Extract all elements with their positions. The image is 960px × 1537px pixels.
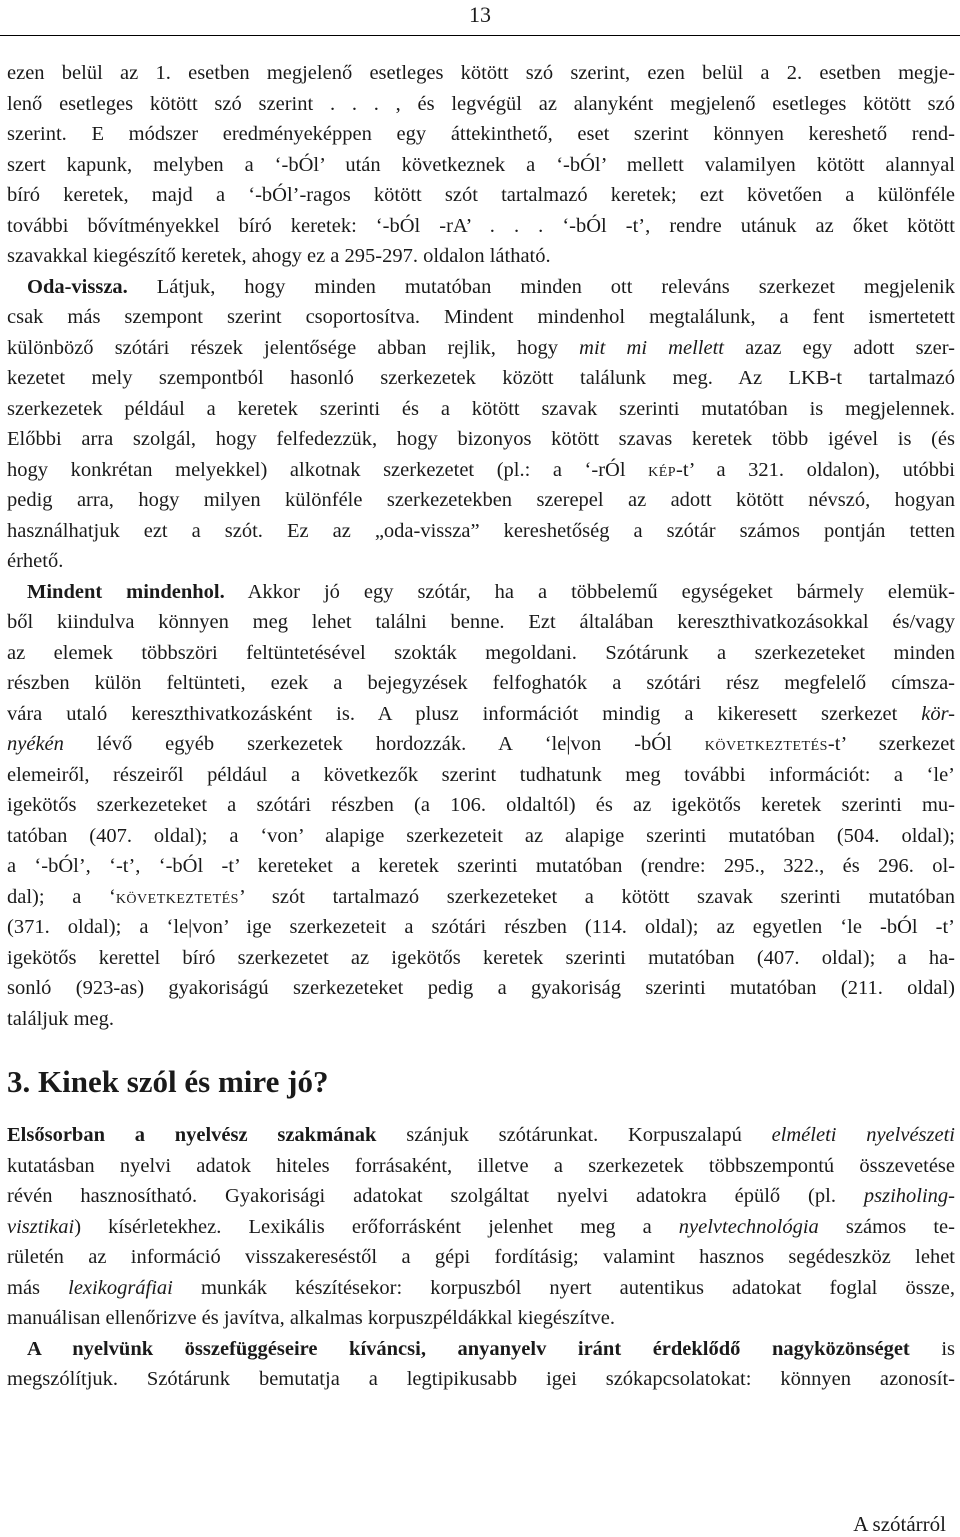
text-run: dal); a ‘ — [7, 885, 116, 908]
text-line: szerkezetek például a keretek szerinti és a kötött szavak szerinti mutatóban is megjelennek. — [7, 397, 955, 420]
text-line: Előbbi arra szolgál, hogy felfedezzük, hogy bizonyos kötött szavas keretek több igével is (és — [7, 428, 955, 450]
text-run: hogy konkrétan melyekkel) alkotnak szerkezetet (pl.: a ‘-rÓl — [7, 458, 649, 481]
text-line: további bővítményekkel bíró keretek: ‘-bÓl -rA’ . . . ‘-bÓl -t’, rendre utánuk az őket kötött — [7, 214, 955, 237]
text-line: elemeiről, részeiről például a következők szerint tudhatunk meg további információt: a ‘le’ — [7, 763, 955, 786]
text-line: kutatásban nyelvi adatok hiteles forrásaként, illetve a szerkezetek többszempontú összevetése — [7, 1154, 955, 1177]
running-footer: A szótárról — [853, 1512, 946, 1536]
text-line — [7, 1334, 955, 1365]
text-run: különböző szótári részek jelentősége abban rejlik, hogy — [7, 336, 580, 359]
text-line: szavakkal kiegészítő keretek, ahogy ez a 295-297. oldalon látható. — [7, 245, 551, 267]
emphasis: nyékén — [7, 733, 64, 755]
run-in-heading: A nyelvünk összefüggéseire kíváncsi, anyanyelv iránt érdeklődő nagyközönséget — [27, 1337, 910, 1360]
text-line: szert kapunk, melyben a ‘-bÓl’ után következnek a ‘-bÓl’ mellett valamilyen kötött alannyal — [7, 153, 955, 176]
text-line: igekötős kerettel bíró szerkezetet az igekötős keretek szerinti mutatóban (407. oldal); a ha- — [7, 946, 955, 969]
run-in-heading: Mindent mindenhol. — [27, 580, 225, 603]
text-line: ezen belül az 1. esetben megjelenő esetleges kötött szó szerint, ezen belül a 2. esetben megje- — [7, 62, 955, 84]
text-line: részben külön feltünteti, ezek a bejegyzések felfoghatók a szótári rész megfelelő címsza- — [7, 672, 955, 694]
text-line: lenő esetleges kötött szó szerint . . . , és legvégül az alanyként megjelenő esetleges kötött szó — [7, 92, 955, 115]
text-line: érhető. — [7, 550, 64, 572]
text-run: ) kísérletekhez. Lexikális erőforrásként jelenhet meg a — [74, 1215, 679, 1238]
text-run: Látjuk, hogy minden mutatóban minden ott releváns szerkezet megjelenik — [127, 275, 955, 298]
text-line: manuálisan ellenőrizve és javítva, alkalmas korpuszpéldákkal kiegészítve. — [7, 1307, 615, 1329]
paragraph-nagykozonseg — [7, 1334, 955, 1395]
text-run: is — [909, 1337, 955, 1360]
run-in-heading: Oda-vissza. — [27, 275, 128, 298]
emphasis: mit mi mellett — [579, 336, 724, 359]
text-run: ’ szót tartalmazó szerkezeteket a kötött szavak szerinti mutatóban — [238, 885, 955, 908]
text-line: sonló (923-as) gyakoriságú szerkezeteket pedig a gyakoriság szerinti mutatóban (211. oldal) — [7, 977, 955, 999]
paragraph-nyelvesz — [7, 1120, 955, 1334]
text-run: vára utaló kereszthivatkozásként is. A plusz információt mindig a kikeresett szerkezet — [7, 702, 922, 725]
text-line — [7, 1212, 955, 1243]
text-line: az elemek többszöri feltüntetésével szokták megoldani. Szótárunk a szerkezeteket minden — [7, 641, 955, 664]
text-line — [7, 882, 955, 913]
text-line: szerint. E módszer eredményeképpen egy áttekinthető, eset szerint könnyen kereshető rend- — [7, 123, 955, 145]
text-line — [7, 272, 955, 303]
text-line: (371. oldal); a ‘le|von’ ige szerkezeteit a szótári részben (114. oldal); az egyetlen ‘le -bÓl -t’ — [7, 916, 955, 938]
text-line — [7, 1120, 955, 1151]
text-run: -t’ a 321. oldalon), utóbbi — [676, 458, 955, 481]
text-run: lévő egyéb szerkezetek hordozzák. A ‘le|von -bÓl — [63, 733, 705, 755]
text-run: munkák készítésekor: korpuszból nyert autentikus adatokat foglal össze, — [172, 1276, 955, 1299]
text-line: megszólítjuk. Szótárunk bemutatja a legtipikusabb igei szókapcsolatokat: könnyen azonosít- — [7, 1368, 955, 1390]
emphasis: visztikai — [7, 1215, 75, 1238]
text-line — [7, 1273, 955, 1304]
emphasis: lexikográfiai — [68, 1276, 173, 1299]
emphasis: nyelvtechnológia — [678, 1215, 819, 1238]
text-run: azaz egy adott szer- — [723, 336, 955, 359]
text-line: pedig arra, hogy milyen különféle szerkezetekben szerepel az adott kötött névszó, hogyan — [7, 489, 955, 511]
emphasis: psziholing- — [863, 1185, 955, 1207]
text-line — [7, 699, 955, 730]
small-caps-term: következtetés — [115, 885, 239, 908]
text-line — [7, 455, 955, 486]
text-line — [7, 1181, 955, 1212]
text-line — [7, 333, 955, 364]
paragraph-mindent-mindenhol — [7, 577, 955, 1035]
header-rule — [0, 35, 960, 36]
text-line — [7, 577, 955, 608]
text-line: igekötős szerkezeteket a szótári részben (a 106. oldaltól) és az igekötős keretek szerinti mu- — [7, 794, 955, 816]
text-run: révén hasznosítható. Gyakorisági adatokat szolgáltat nyelvi adatokra épülő (pl. — [7, 1185, 864, 1207]
text-line — [7, 729, 955, 760]
paragraph-oda-vissza — [7, 272, 955, 577]
text-line: használhatjuk ezt a szót. Ez az „oda-vissza” kereshetőség a szótár számos pontján tetten — [7, 519, 955, 542]
text-line: ből kiindulva könnyen meg lehet találni benne. Ezt általában kereszthivatkozásokkal és/vagy — [7, 611, 955, 633]
text-run: számos te- — [818, 1215, 955, 1238]
paragraph-1 — [7, 58, 955, 272]
run-in-heading: Elsősorban a nyelvész szakmának — [7, 1124, 377, 1146]
section-heading: 3. Kinek szól és mire jó? — [7, 1064, 329, 1099]
emphasis: elméleti nyelvészeti — [771, 1124, 955, 1146]
text-line: csak más szempont szerint csoportosítva. Mindent mindenhol megtalálunk, a fent ismertetett — [7, 306, 955, 328]
text-run: -t’ szerkezet — [827, 733, 955, 755]
text-line: tatóban (407. oldal); a ‘von’ alapige szerkezeteit az alapige szerinti mutatóban (504. oldal); — [7, 824, 955, 847]
text-line: kezetet mely szempontból hasonló szerkezetek között találunk meg. Az LKB-t tartalmazó — [7, 367, 955, 389]
text-run: Akkor jó egy szótár, ha a többelemű egységeket bármely elemük- — [224, 580, 955, 603]
text-line: a ‘-bÓl’, ‘-t’, ‘-bÓl -t’ kereteket a keretek szerinti mutatóban (rendre: 295., 322., és 296. ol- — [7, 855, 955, 877]
page-body — [7, 58, 955, 1395]
text-line: rületén az információ visszakereséstől a gépi fordításig; valamint hasznos segédeszköz lehet — [7, 1246, 955, 1268]
text-line: találjuk meg. — [7, 1007, 115, 1030]
small-caps-term: következtetés — [704, 733, 828, 755]
text-run: más — [7, 1276, 69, 1299]
text-run: szánjuk szótárunkat. Korpuszalapú — [376, 1124, 772, 1146]
small-caps-term: kép — [648, 458, 677, 481]
emphasis: kör- — [921, 702, 955, 725]
text-line: bíró keretek, majd a ‘-bÓl’-ragos kötött szót tartalmazó keretek; ezt követően a különféle — [7, 184, 955, 206]
page-number: 13 — [469, 2, 491, 27]
